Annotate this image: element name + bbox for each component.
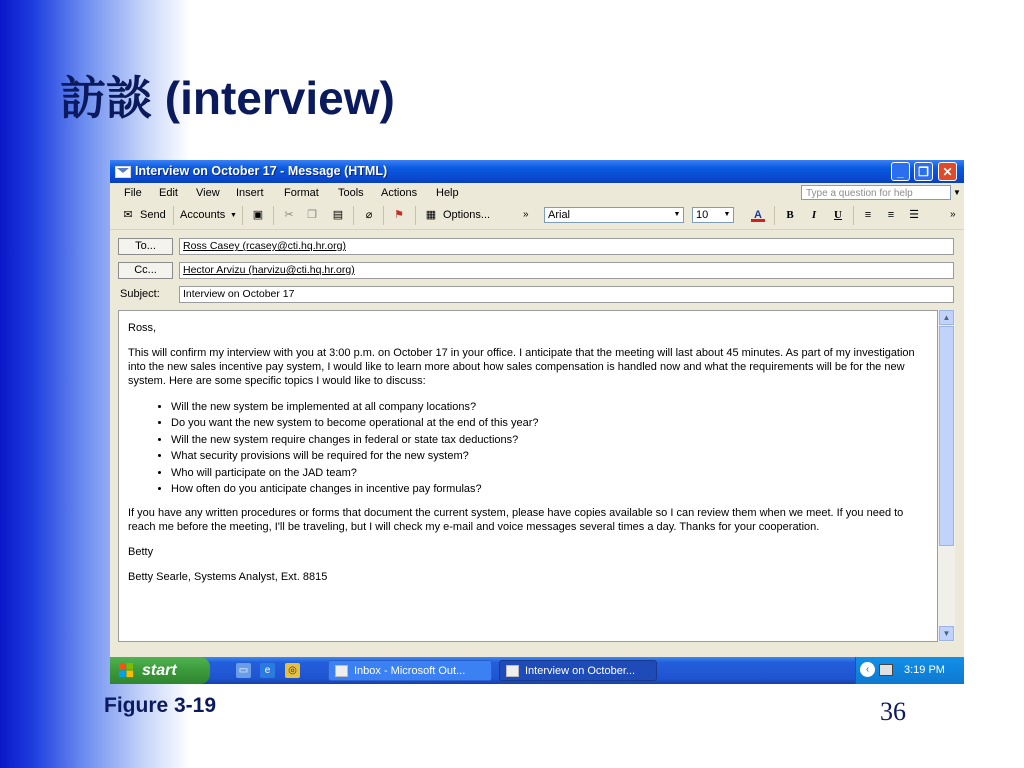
underline-icon[interactable]: U xyxy=(834,209,842,221)
outlook-icon[interactable]: ◎ xyxy=(285,663,300,678)
envelope-icon xyxy=(506,665,519,677)
paperclip-icon[interactable]: ⌀ xyxy=(365,209,373,221)
send-icon: ✉ xyxy=(123,209,133,221)
bullets-icon[interactable]: ☰ xyxy=(909,209,919,221)
toolbar-divider xyxy=(173,206,174,225)
subject-label: Subject: xyxy=(120,288,160,300)
maximize-button[interactable]: ❐ xyxy=(914,162,933,181)
message-body[interactable] xyxy=(118,310,938,642)
menu-format[interactable]: Format xyxy=(284,187,319,199)
menu-actions[interactable]: Actions xyxy=(381,187,418,199)
toolbar-divider xyxy=(273,206,274,225)
taskbar-item-label: Interview on October... xyxy=(525,665,636,677)
cut-icon[interactable]: ✂ xyxy=(284,209,294,221)
align-center-icon[interactable]: ≡ xyxy=(887,209,895,221)
taskbar-item-inbox[interactable] xyxy=(328,660,492,681)
menu-edit[interactable]: Edit xyxy=(159,187,178,199)
copy-icon[interactable]: ❐ xyxy=(307,209,317,221)
flag-icon[interactable]: ⚑ xyxy=(394,209,404,221)
desktop-icon[interactable]: ▭ xyxy=(236,663,251,678)
options-button[interactable]: Options... xyxy=(443,209,491,221)
toolbar-divider xyxy=(415,206,416,225)
system-tray xyxy=(855,657,964,684)
page-number: 36 xyxy=(880,697,906,726)
font-select[interactable] xyxy=(544,207,684,223)
toolbar xyxy=(110,203,964,230)
help-search-input[interactable]: Type a question for help xyxy=(801,185,951,200)
menu-insert[interactable]: Insert xyxy=(236,187,264,199)
to-button[interactable]: To... xyxy=(118,238,173,255)
chevron-down-icon: ▼ xyxy=(673,211,681,218)
close-button[interactable]: ✕ xyxy=(938,162,957,181)
save-icon[interactable]: ▣ xyxy=(252,209,264,221)
italic-icon[interactable]: I xyxy=(811,209,817,221)
cc-field[interactable]: Hector Arvizu (harvizu@cti.hq.hr.org) xyxy=(179,262,954,279)
toolbar-divider xyxy=(774,206,775,225)
bold-icon[interactable]: B xyxy=(786,209,794,221)
clock: 3:19 PM xyxy=(904,664,945,676)
toolbar-divider xyxy=(383,206,384,225)
outlook-message-window xyxy=(110,160,964,684)
list-item: • How often do you anticipate changes in incentive pay formulas? xyxy=(171,481,937,497)
list-item: • Do you want the new system to become operational at the end of this year? xyxy=(171,415,937,431)
menu-view[interactable]: View xyxy=(196,187,220,199)
windows-taskbar xyxy=(110,657,964,684)
start-label: start xyxy=(142,662,177,679)
subject-field[interactable]: Interview on October 17 xyxy=(179,286,954,303)
menu-bar xyxy=(110,183,964,203)
menu-help[interactable]: Help xyxy=(436,187,459,199)
signature: Betty Searle, Systems Analyst, Ext. 8815 xyxy=(128,571,328,584)
taskbar-item-message[interactable] xyxy=(499,660,657,681)
sign-name: Betty xyxy=(128,546,154,559)
outlook-icon xyxy=(335,665,348,677)
envelope-icon xyxy=(115,166,131,178)
align-left-icon[interactable]: ≡ xyxy=(864,209,872,221)
toolbar-divider xyxy=(353,206,354,225)
toolbar-overflow-icon[interactable]: » xyxy=(950,209,956,220)
scroll-thumb[interactable] xyxy=(939,326,954,546)
chevron-left-icon[interactable]: ‹ xyxy=(860,662,875,677)
list-item: • Will the new system be implemented at all company locations? xyxy=(171,399,937,415)
windows-logo-icon xyxy=(119,663,134,678)
taskbar-item-label: Inbox - Microsoft Out... xyxy=(354,665,466,677)
window-title: Interview on October 17 - Message (HTML) xyxy=(135,164,388,178)
list-item: • What security provisions will be required for the new system? xyxy=(171,448,937,464)
font-size-value: 10 xyxy=(696,209,709,221)
intro-paragraph: This will confirm my interview with you at 3:00 p.m. on October 17 in your office. I anticipate that the meeting will last about 45 minutes. As part of my investigation into the new sales incentive pay system, I would like to learn more about how sales compensation is handled now and what the requirements will be for the new system. Here are some specific topics I would like to discuss: xyxy=(128,347,915,387)
list-item: • Who will participate on the JAD team? xyxy=(171,465,937,481)
chevron-down-icon[interactable]: ▼ xyxy=(230,212,237,219)
chevron-down-icon: ▼ xyxy=(723,211,731,218)
network-icon[interactable] xyxy=(879,664,893,676)
closing-paragraph: If you have any written procedures or forms that document the current system, please have copies available so I can review them when we meet. If you need to reach me before the meeting, I'll be traveling, but I will check my e-mail and voice messages several times a day. Thanks for your cooperation. xyxy=(128,507,904,534)
greeting: Ross, xyxy=(128,322,157,334)
options-icon: ▦ xyxy=(425,209,437,221)
menu-file[interactable]: File xyxy=(124,187,142,199)
send-button[interactable]: Send xyxy=(140,209,166,221)
internet-explorer-icon[interactable]: e xyxy=(260,663,275,678)
vertical-scrollbar[interactable] xyxy=(938,310,955,642)
list-item: • Will the new system require changes in federal or state tax deductions? xyxy=(171,432,937,448)
figure-caption: Figure 3-19 xyxy=(104,694,217,717)
toolbar-divider xyxy=(853,206,854,225)
start-button[interactable] xyxy=(110,657,210,684)
minimize-button[interactable]: _ xyxy=(891,162,910,181)
toolbar-divider xyxy=(242,206,243,225)
accounts-button[interactable]: Accounts xyxy=(180,209,226,221)
to-field[interactable]: Ross Casey (rcasey@cti.hq.hr.org) xyxy=(179,238,954,255)
font-value: Arial xyxy=(548,209,571,221)
chevron-down-icon[interactable]: ▼ xyxy=(953,188,961,197)
scroll-up-icon[interactable]: ▲ xyxy=(939,310,954,325)
scroll-down-icon[interactable]: ▼ xyxy=(939,626,954,641)
toolbar-overflow-icon[interactable]: » xyxy=(523,209,529,220)
slide-title: 訪談 (interview) xyxy=(60,72,395,124)
menu-tools[interactable]: Tools xyxy=(338,187,364,199)
cc-button[interactable]: Cc... xyxy=(118,262,173,279)
topic-list xyxy=(128,399,937,497)
font-color-icon[interactable]: A xyxy=(751,208,765,222)
window-titlebar[interactable] xyxy=(110,160,964,183)
paste-icon[interactable]: ▤ xyxy=(332,209,344,221)
font-size-select[interactable] xyxy=(692,207,734,223)
